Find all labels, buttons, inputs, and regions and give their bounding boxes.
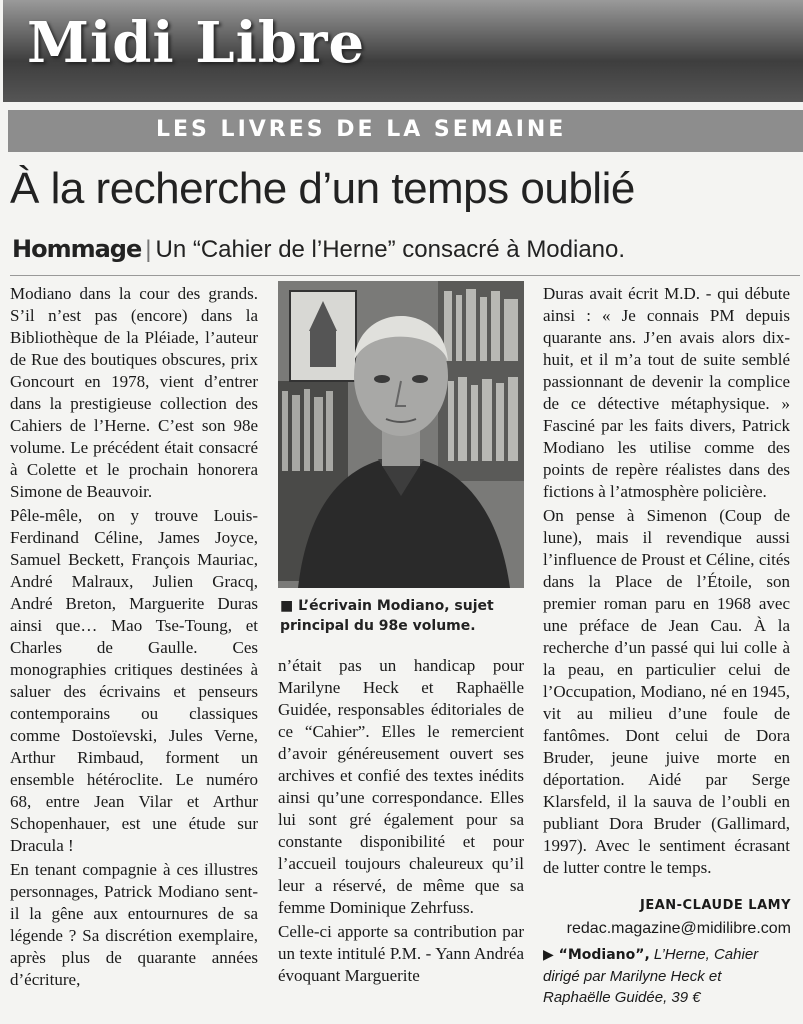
section-banner xyxy=(8,110,803,152)
paragraph: Duras avait écrit M.D. - qui débute ainsi : « Je connais PM depuis quarante ans. J’en avais alors dix-huit, et il m’a tout de suite semblé passionnant de devenir la complice de ce détective métaphysique. » Fasciné par les faits divers, Patrick Modiano les utilise comme des points de repère réalistes dans des fictions à l’atmosphère policière. xyxy=(543,284,790,501)
paragraph: Modiano dans la cour des grands. S’il n’est pas (encore) dans la Bibliothèque de la Pléiade, l’auteur de Rue des boutiques obscures, prix Goncourt en 1978, vient d’entrer dans la prestigieuse collection des Cahiers de l’Herne. C’est son 98e volume. Le précédent était consacré à Colette et le prochain honorera Simone de Beauvoir. xyxy=(10,284,258,501)
paragraph: On pense à Simenon (Coup de lune), mais il revendique aussi l’influence de Proust et Céline, cités dans la Place de l’Étoile, son premier roman paru en 1968 avec une préface de Jean Cau. À la recherche d’un passé qui lui colle à la peau, en particulier celui de l’Occupation, Modiano, né en 1945, vit au milieu d’une foule de fantômes. Dont celui de Dora Bruder, jeune juive morte en déportation. Aidé par Serge Klarsfeld, il la sauva de l’oubli en publiant Dora Bruder (Gallimard, 1997). Avec le sentiment écrasant de lutter contre le temps. xyxy=(543,506,790,877)
divider xyxy=(10,275,800,276)
paragraph: Celle-ci apporte sa contribution par un texte intitulé P.M. - Yann Andréa évoquant Marguerite xyxy=(278,922,524,985)
book-details: L’Herne, Cahier dirigé par Marilyne Heck et Raphaëlle Guidée, 39 € xyxy=(543,946,759,1006)
portrait-image xyxy=(278,281,524,588)
section-label: LES LIVRES DE LA SEMAINE xyxy=(156,117,567,142)
paragraph: En tenant compagnie à ces illustres personnages, Patrick Modiano sent-il la gêne aux entournures de sa légende ? Sa discrétion exemplaire, après plus de quarante années d’écriture, xyxy=(10,860,258,989)
author-photo xyxy=(278,281,524,588)
article-column-1 xyxy=(10,283,258,991)
photo-caption: ■ L’écrivain Modiano, sujet principal du 98e volume. xyxy=(280,598,494,634)
deck-kicker: Hommage xyxy=(12,235,142,263)
article-column-3 xyxy=(543,283,790,879)
newspaper-logo: Midi Libre xyxy=(27,10,366,76)
paragraph: n’était pas un handicap pour Marilyne Heck et Raphaëlle Guidée, responsables éditoriales de ce “Cahier”. Elles le remercient d’avoir généreusement ouvert ses archives et confié des textes inédits ainsi qu’une correspondance. Elles lui sont gré également pour sa constante disponibilité et pour l’accueil toujours chaleureux qu’il leur a réservé, de même que sa femme Dominique Zehrfuss. xyxy=(278,656,524,917)
paragraph: Pêle-mêle, on y trouve Louis-Ferdinand Céline, James Joyce, Samuel Beckett, François Mauriac, André Malraux, Julien Gracq, André Breton, Marguerite Duras ainsi que… Mao Tse-Toung, et Charles de Gaulle. Ces monographies critiques destinées à saluer des écrivains et penseurs contemporains ou classiques comme Dostoïevski, Jules Verne, Arthur Rimbaud, forment un ensemble hétéroclite. Le numéro 68, entre Jean Vilar et Arthur Schopenhauer, est une étude sur Dracula ! xyxy=(10,506,258,855)
author-byline: JEAN-CLAUDE LAMY xyxy=(640,898,791,913)
masthead xyxy=(3,0,803,102)
book-reference xyxy=(543,944,793,1008)
book-title: ▶ “Modiano”, xyxy=(543,947,650,963)
article-deck xyxy=(12,235,625,264)
contact-email: redac.magazine@midilibre.com xyxy=(566,920,791,937)
article-headline: À la recherche d’un temps oublié xyxy=(10,164,635,213)
deck-separator: | xyxy=(145,236,152,263)
article-column-2 xyxy=(278,655,524,987)
deck-text: Un “Cahier de l’Herne” consacré à Modiano. xyxy=(155,236,626,263)
